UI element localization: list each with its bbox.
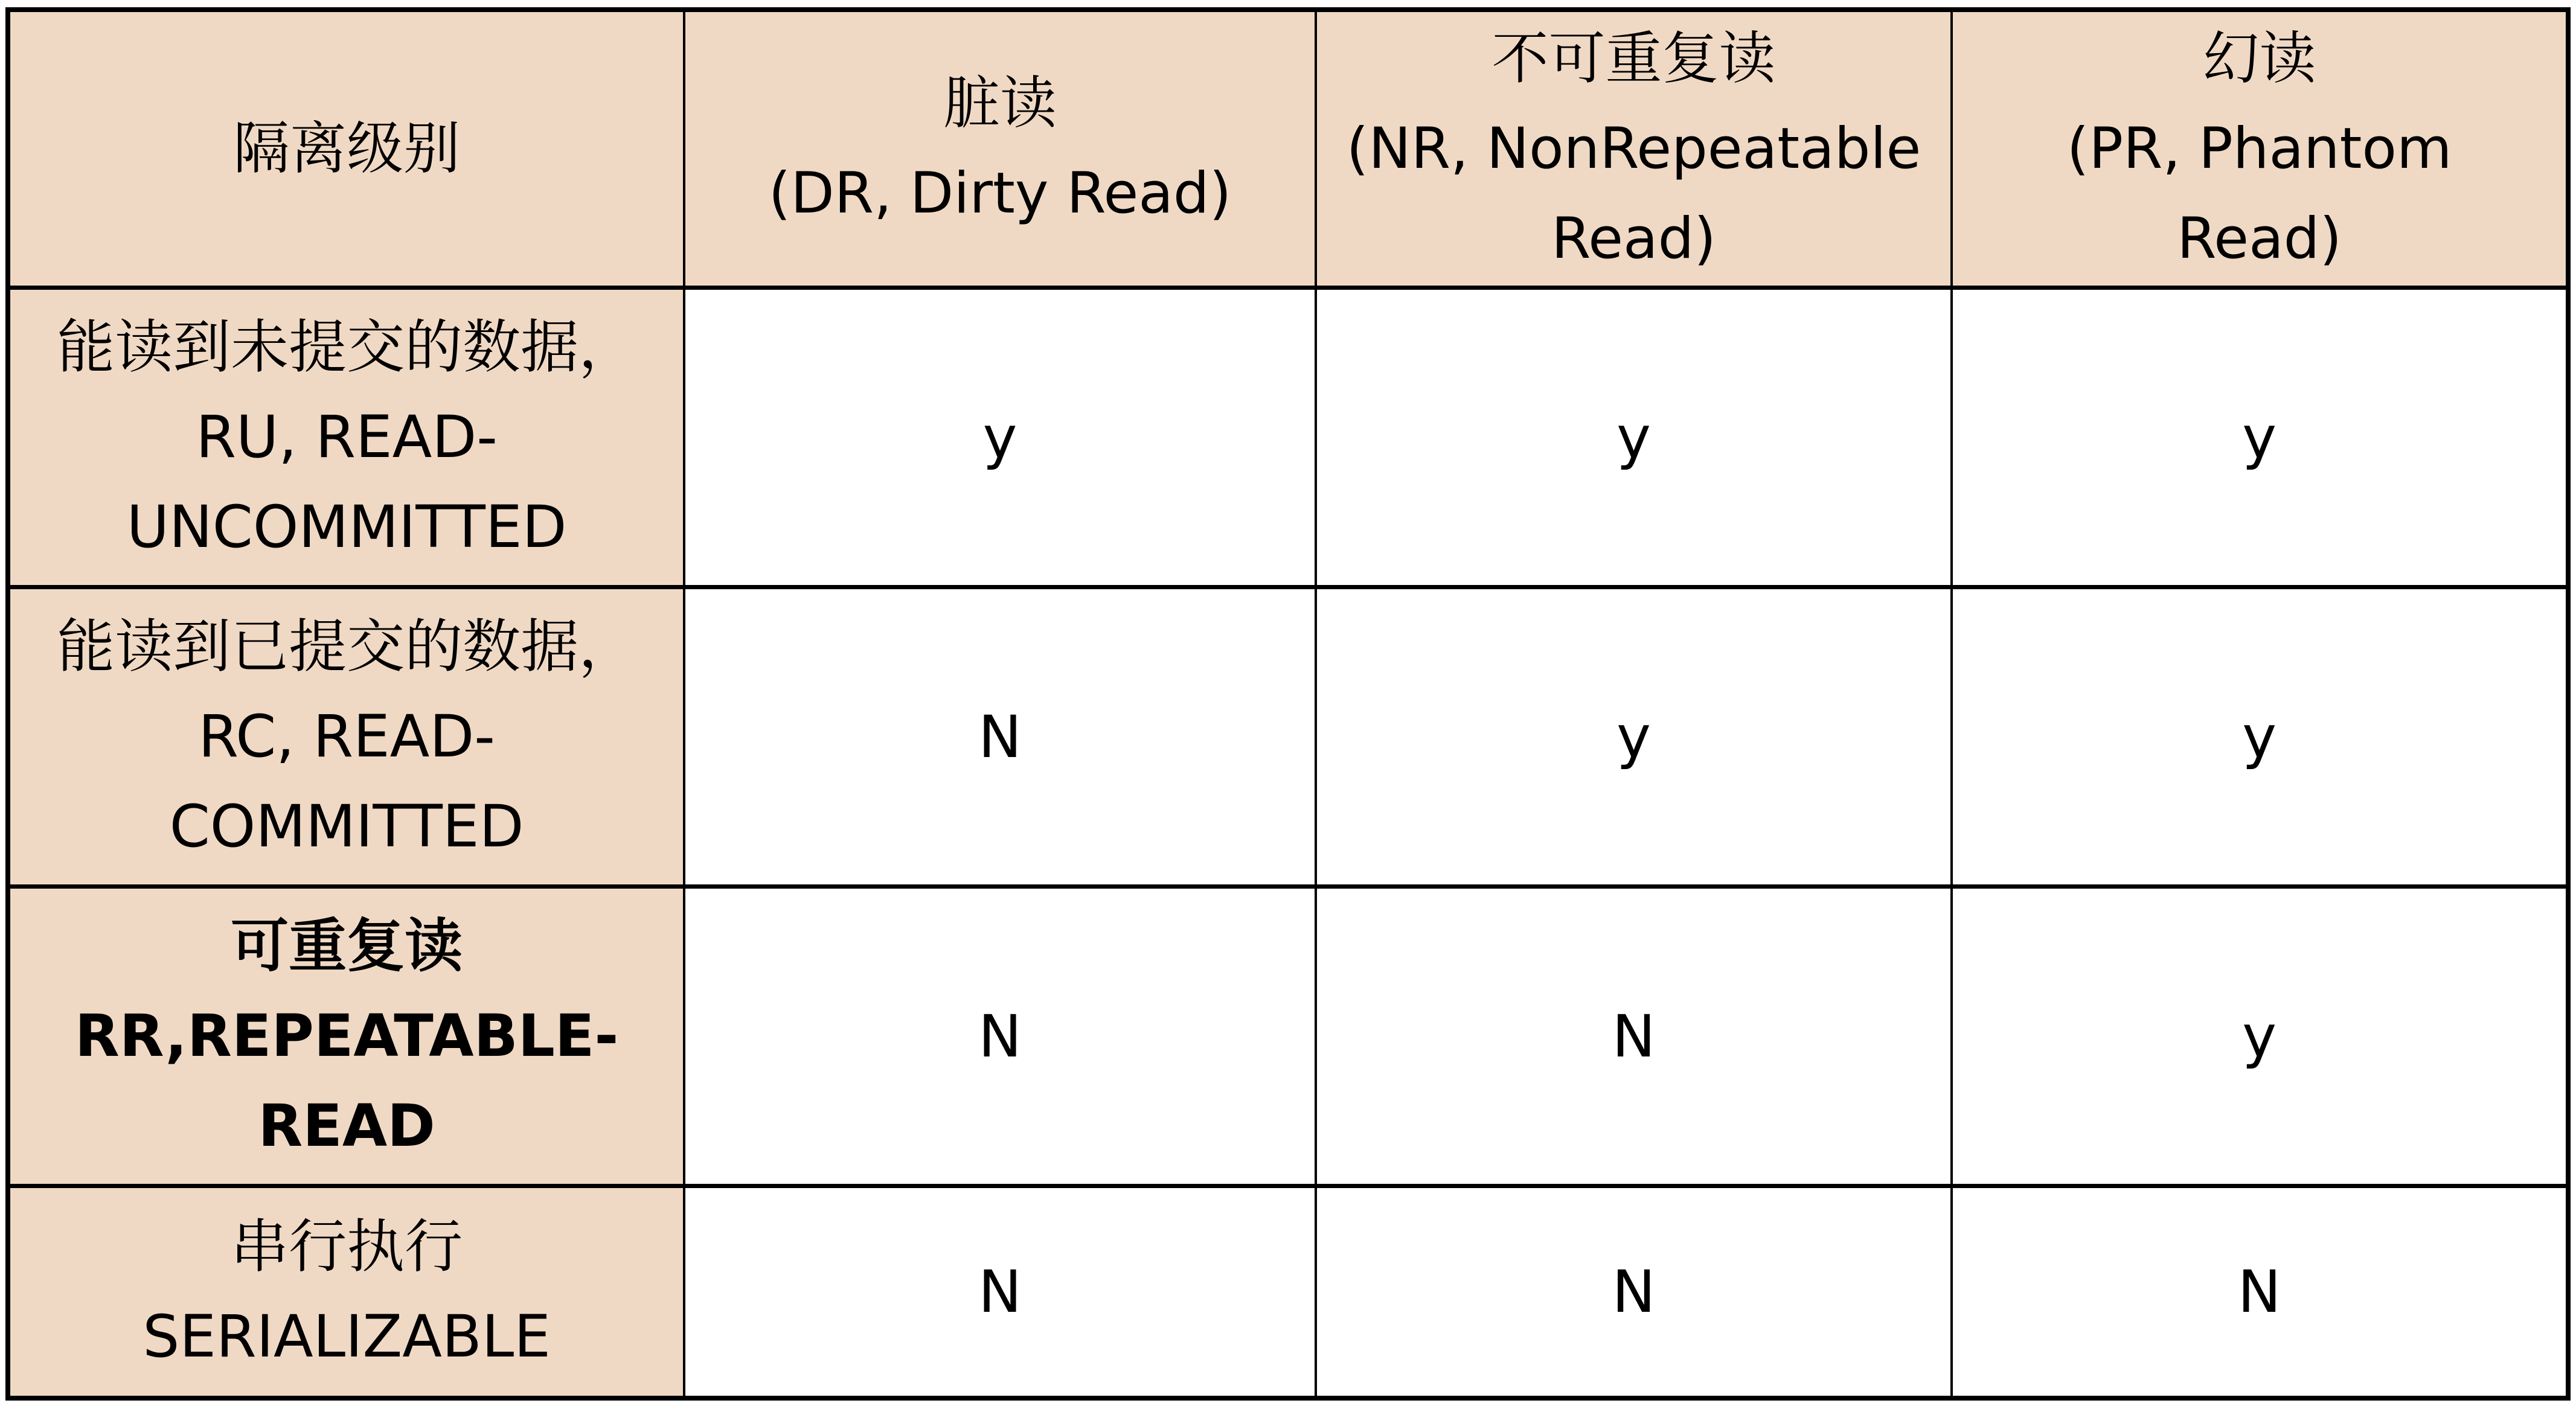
cell-rr-phantom-read xyxy=(1953,889,2566,1189)
text-line: 能读到未提交的数据， xyxy=(57,313,637,382)
text-line: 可重复读 xyxy=(231,912,463,980)
cell-rc-phantom-read xyxy=(1953,589,2566,889)
cell-value: N xyxy=(978,703,1022,771)
header-text-line: 脏读 xyxy=(943,71,1057,137)
cell-ser-phantom-read xyxy=(1953,1188,2566,1396)
text-line: UNCOMMITTED xyxy=(126,493,567,561)
text-line: RU, READ- xyxy=(196,403,498,471)
cell-ru-dirty-read xyxy=(685,290,1317,590)
cell-value: y xyxy=(2242,703,2277,771)
text-line: RC, READ- xyxy=(198,703,495,771)
cell-value: y xyxy=(2242,403,2277,471)
cell-ser-nonrepeatable-read xyxy=(1317,1188,1953,1396)
cell-rr-nonrepeatable-read xyxy=(1317,889,1953,1189)
cell-value: y xyxy=(1616,403,1651,471)
header-text-line: (PR, Phantom xyxy=(2066,115,2452,182)
cell-rc-dirty-read xyxy=(685,589,1317,889)
header-isolation-level xyxy=(10,12,685,290)
header-text-line: 幻读 xyxy=(2202,25,2316,92)
text-line: 能读到已提交的数据， xyxy=(57,613,637,681)
text-line: COMMITTED xyxy=(169,793,524,861)
cell-value: y xyxy=(2242,1002,2277,1070)
cell-rc-nonrepeatable-read xyxy=(1317,589,1953,889)
cell-ru-nonrepeatable-read xyxy=(1317,290,1953,590)
row-label-read-committed xyxy=(10,589,685,889)
text-line: SERIALIZABLE xyxy=(143,1303,551,1371)
header-text-line: (NR, NonRepeatable xyxy=(1346,115,1921,182)
header-text-line: 不可重复读 xyxy=(1491,25,1776,92)
text-line: 串行执行 xyxy=(231,1213,463,1281)
text-line: RR,REPEATABLE- xyxy=(74,1002,619,1070)
header-text-line: 隔离级别 xyxy=(233,115,461,182)
cell-value: y xyxy=(982,403,1017,471)
row-label-serializable xyxy=(10,1188,685,1396)
cell-value: N xyxy=(978,1002,1022,1070)
cell-value: y xyxy=(1616,703,1651,771)
header-text-line: Read) xyxy=(1551,205,1716,272)
cell-value: N xyxy=(1612,1258,1656,1326)
text-line: READ xyxy=(258,1092,435,1160)
cell-value: N xyxy=(978,1258,1022,1326)
cell-value: N xyxy=(1612,1002,1656,1070)
row-label-repeatable-read xyxy=(10,889,685,1189)
cell-ser-dirty-read xyxy=(685,1188,1317,1396)
header-text-line: (DR, Dirty Read) xyxy=(768,161,1232,227)
header-phantom-read xyxy=(1953,12,2566,290)
isolation-levels-table xyxy=(5,7,2571,1401)
header-text-line: Read) xyxy=(2177,205,2342,272)
cell-value: N xyxy=(2237,1258,2281,1326)
header-dirty-read xyxy=(685,12,1317,290)
cell-ru-phantom-read xyxy=(1953,290,2566,590)
row-label-read-uncommitted xyxy=(10,290,685,590)
header-nonrepeatable-read xyxy=(1317,12,1953,290)
cell-rr-dirty-read xyxy=(685,889,1317,1189)
